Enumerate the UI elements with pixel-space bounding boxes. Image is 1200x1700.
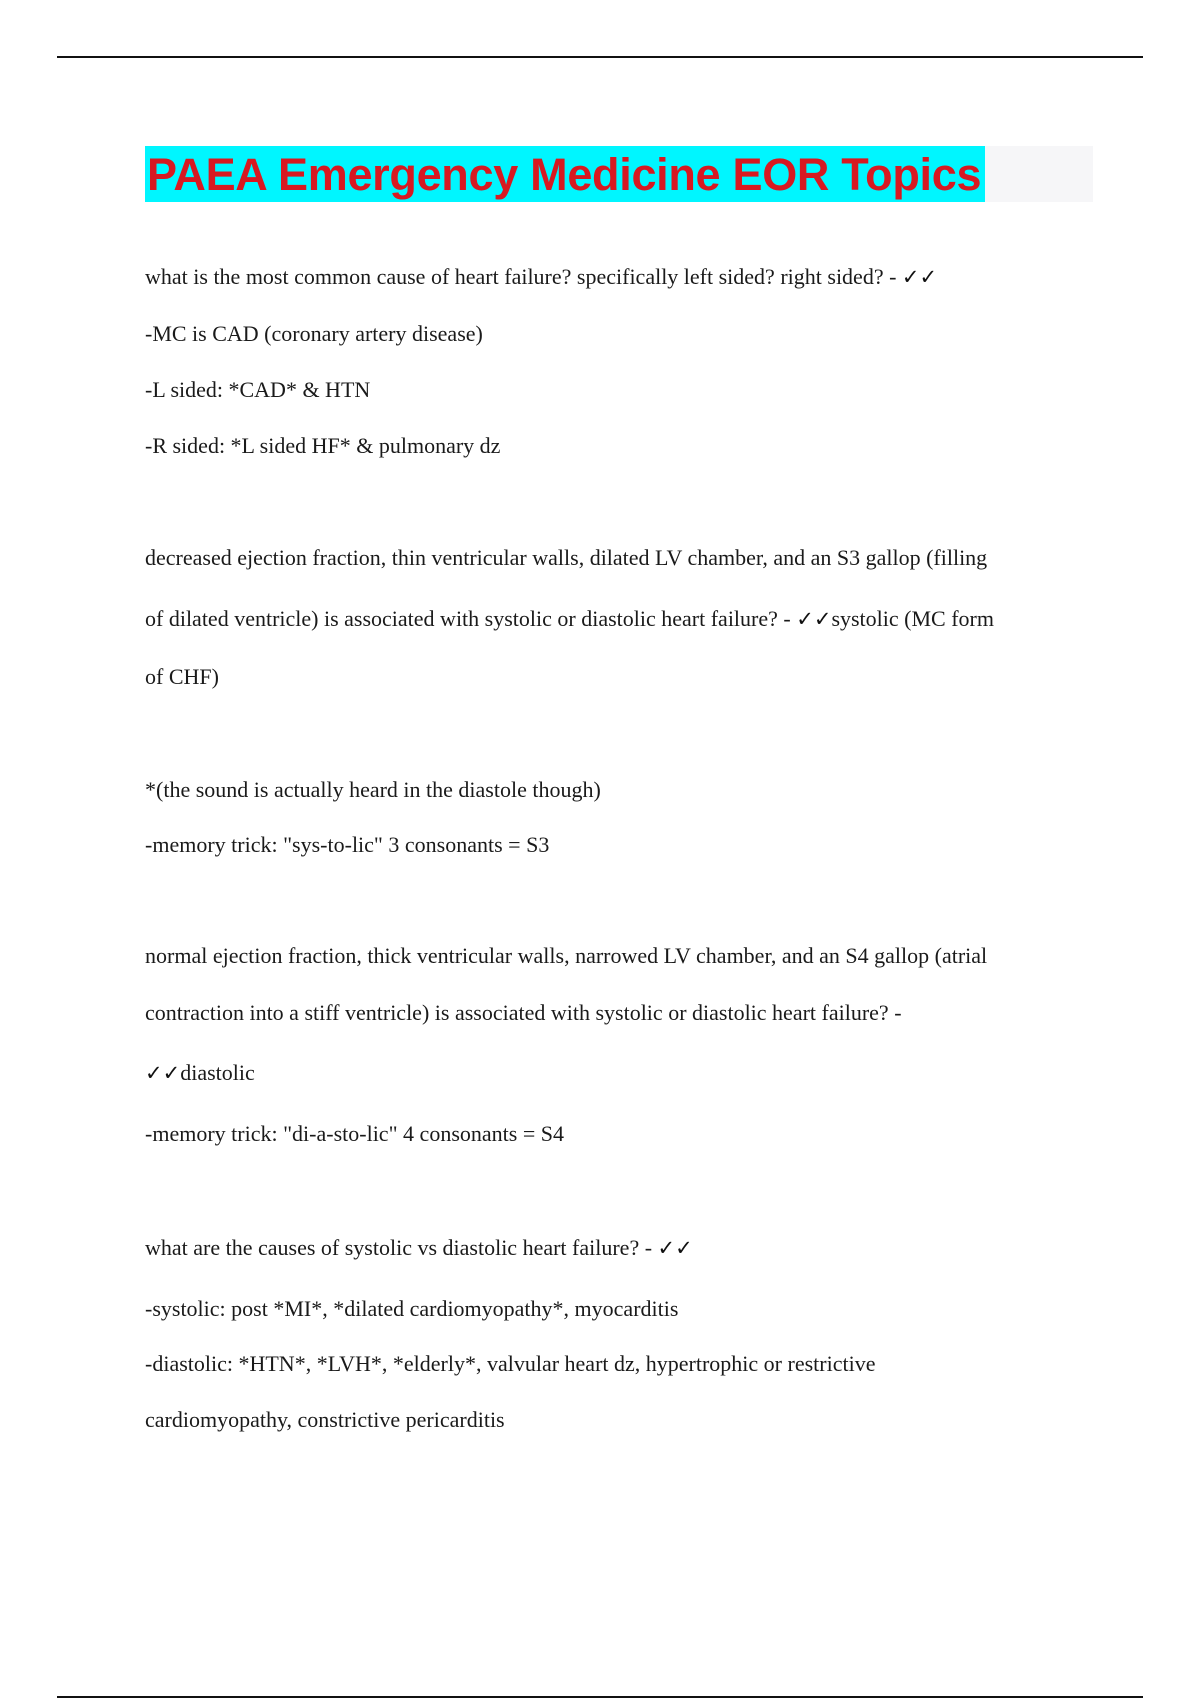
- question-text: what are the causes of systolic vs diastolic heart failure? -: [145, 1235, 658, 1260]
- question-line: contraction into a stiff ventricle) is associated with systolic or diastolic heart failure? -: [145, 1000, 902, 1025]
- answer-line: -MC is CAD (coronary artery disease): [145, 321, 483, 346]
- check-icon: ✓✓: [901, 265, 938, 289]
- question-line: [145, 266, 937, 288]
- question-line: normal ejection fraction, thick ventricular walls, narrowed LV chamber, and an S4 gallop (atrial: [145, 943, 988, 968]
- answer-text: systolic (MC form: [831, 606, 994, 631]
- answer-text: diastolic: [180, 1060, 255, 1085]
- answer-line: cardiomyopathy, constrictive pericarditis: [145, 1407, 505, 1432]
- answer-line: -L sided: *CAD* & HTN: [145, 377, 371, 402]
- question-line: [145, 608, 994, 630]
- title-highlight: [145, 146, 985, 202]
- check-icon: ✓✓: [796, 607, 832, 631]
- answer-line: -systolic: post *MI*, *dilated cardiomyopathy*, myocarditis: [145, 1296, 679, 1321]
- question-text: of dilated ventricle) is associated with systolic or diastolic heart failure? -: [145, 606, 797, 631]
- document-title: PAEA Emergency Medicine EOR Topics: [147, 148, 982, 200]
- question-line: [145, 1237, 693, 1259]
- answer-line: *(the sound is actually heard in the diastole though): [145, 777, 601, 802]
- answer-line: -memory trick: "sys-to-lic" 3 consonants = S3: [145, 832, 550, 857]
- question-line: decreased ejection fraction, thin ventricular walls, dilated LV chamber, and an S3 gallop (filling: [145, 545, 988, 570]
- question-line: of CHF): [145, 664, 219, 689]
- check-icon: ✓✓: [145, 1061, 181, 1085]
- answer-line: -R sided: *L sided HF* & pulmonary dz: [145, 433, 501, 458]
- footer-rule: [57, 1696, 1143, 1698]
- answer-line: -diastolic: *HTN*, *LVH*, *elderly*, valvular heart dz, hypertrophic or restrictive: [145, 1351, 876, 1376]
- answer-line: -memory trick: "di-a-sto-lic" 4 consonants = S4: [145, 1121, 564, 1146]
- check-icon: ✓✓: [657, 1236, 693, 1260]
- header-rule: [57, 56, 1143, 58]
- question-text: what is the most common cause of heart failure? specifically left sided? right sided? -: [145, 264, 902, 289]
- question-line: [145, 1062, 255, 1084]
